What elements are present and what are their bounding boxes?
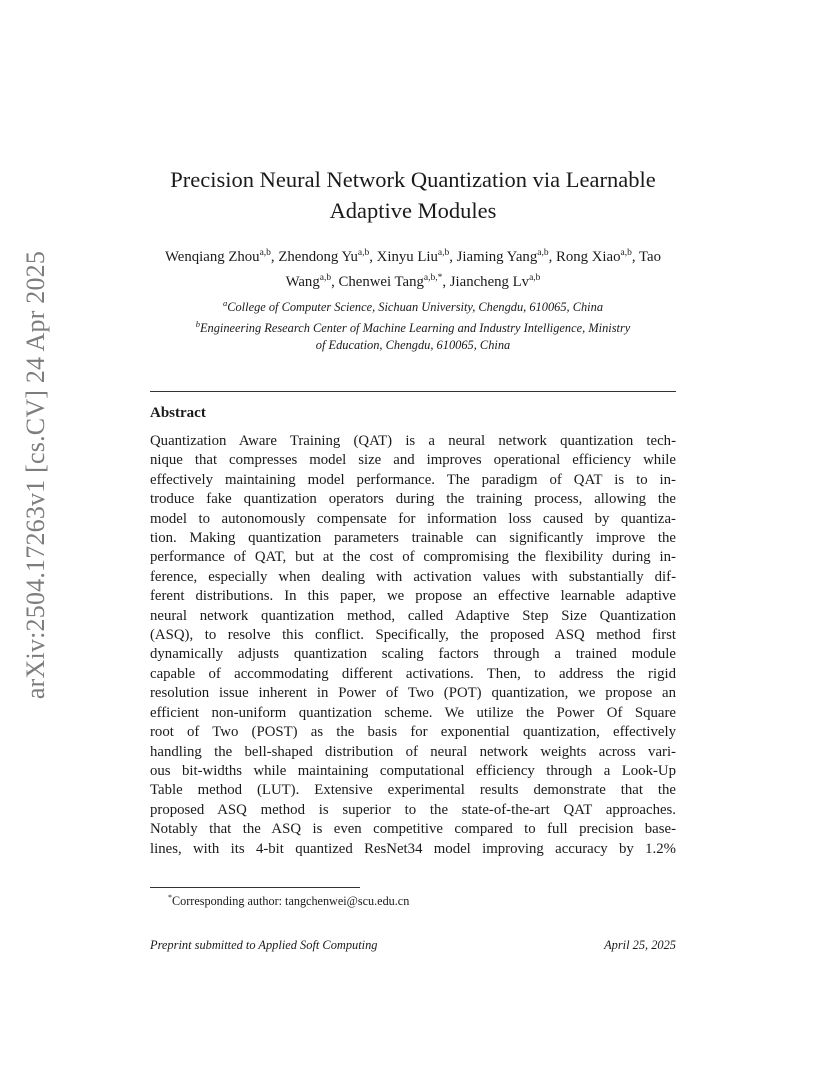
abstract-line: nique that compresses model size and improves operational efficiency while: [150, 452, 676, 469]
title-line-1: Precision Neural Network Quantization via Learnable: [170, 167, 656, 192]
preprint-date: April 25, 2025: [604, 938, 676, 952]
abstract-body: [150, 432, 676, 859]
author-name: Wenqiang Zhou: [165, 248, 260, 265]
author-name: Rong Xiao: [555, 248, 621, 265]
footnote-marker: *: [168, 893, 172, 902]
abstract-line: handling the bell-shaped distribution of neural network weights across vari-: [150, 743, 676, 760]
abstract-heading: Abstract: [150, 405, 206, 421]
abstract-line: ferent distributions. In this paper, we propose an effective learnable adaptive: [150, 588, 676, 605]
affiliation-marker: a: [222, 298, 228, 308]
corresponding-author-footnote: [168, 893, 409, 909]
author-name: Xinyu Liu: [376, 248, 438, 265]
author-name: Jiaming Yang: [456, 248, 538, 265]
affiliation-text: Engineering Research Center of Machine Learning and Industry Intelligence, Ministry: [199, 321, 631, 336]
abstract-line: capable of accommodating different activations. Then, to address the rigid: [150, 665, 676, 682]
author-affiliation-marker: a,b,*: [423, 272, 443, 283]
author-affiliation-marker: a,b: [437, 248, 450, 258]
author-affiliation-marker: a,b: [259, 248, 271, 258]
abstract-line: root of Two (POST) as the basis for exponential quantization, effectively: [150, 724, 676, 741]
footnote-separator-rule: [150, 887, 360, 888]
arxiv-identifier-stamp: arXiv:2504.17263v1 [cs.CV] 24 Apr 2025: [21, 250, 50, 700]
author-affiliation-marker: a,b: [620, 248, 632, 258]
footnote-text: Corresponding author: tangchenwei@scu.edu.cn: [172, 894, 410, 909]
abstract-line: (ASQ), to resolve this conflict. Specifically, the proposed ASQ method first: [150, 627, 676, 644]
author-name: Jiancheng Lv: [449, 273, 530, 290]
abstract-line: Table method (LUT). Extensive experimental results demonstrate that the: [150, 782, 676, 799]
author-list: Wenqiang Zhou$^{a,b}$, Zhendong Yu$^{a,b}$, Xinyu Liu$^{a,b}$, Jiaming Yang$^{a,b}$, Rong Xiao$^{a,b}$, Tao Wang$^{a,b}$, Chenwei Tang$^{a,b,*}$, Jiancheng Lv$^{a,b}$: [165, 248, 661, 290]
affiliation-a: [150, 295, 676, 316]
affiliation-b-continued: of Education, Chengdu, 610065, China: [315, 338, 511, 353]
author-affiliation-marker: a,b: [357, 248, 370, 258]
title-separator-rule: [150, 391, 676, 392]
abstract-line: dynamically adjusts quantization scaling factors through a trained module: [150, 646, 676, 663]
abstract-line: ference, especially when dealing with activation values with substantially dif-: [150, 568, 676, 585]
abstract-line: resolution issue inherent in Power of Two (POT) quantization, we propose an: [150, 685, 676, 702]
abstract-line: neural network quantization method, called Adaptive Step Size Quantization: [150, 607, 676, 624]
abstract-line: effectively maintaining model performance. The paradigm of QAT is to in-: [150, 471, 676, 488]
affiliation-b: [150, 316, 676, 337]
abstract-line: Notably that the ASQ is even competitive compared to full precision base-: [150, 821, 676, 838]
author-name: Tao Wang: [285, 248, 661, 290]
abstract-line: ous bit-widths while maintaining computational efficiency through a Look-Up: [150, 762, 676, 779]
abstract-line: model to autonomously compensate for information loss caused by quantiza-: [150, 510, 676, 527]
author-affiliation-marker: a,b: [529, 272, 541, 283]
abstract-line: lines, with its 4-bit quantized ResNet34 model improving accuracy by 1.2%: [150, 840, 676, 857]
abstract-line: Quantization Aware Training (QAT) is a neural network quantization tech-: [150, 433, 676, 449]
author-name: Zhendong Yu: [278, 248, 358, 265]
paper-title: [150, 164, 676, 226]
affiliation-marker: b: [195, 319, 200, 330]
preprint-notice: Preprint submitted to Applied Soft Computing: [150, 938, 378, 952]
abstract-line: proposed ASQ method is superior to the state-of-the-art QAT approaches.: [150, 801, 676, 818]
author-affiliation-marker: a,b: [319, 272, 332, 283]
affiliations: [150, 295, 676, 354]
author-name: Chenwei Tang: [338, 273, 424, 290]
abstract-line: efficient non-uniform quantization scheme. We utilize the Power Of Square: [150, 704, 676, 721]
abstract-line: troduce fake quantization operators during the training process, allowing the: [150, 491, 676, 508]
author-affiliation-marker: a,b: [537, 248, 549, 258]
title-line-2: Adaptive Modules: [329, 198, 497, 223]
abstract-line: performance of QAT, but at the cost of compromising the flexibility during in-: [150, 549, 676, 566]
abstract-line: tion. Making quantization parameters trainable can significantly improve the: [150, 530, 676, 547]
affiliation-text: College of Computer Science, Sichuan University, Chengdu, 610065, China: [227, 300, 604, 315]
